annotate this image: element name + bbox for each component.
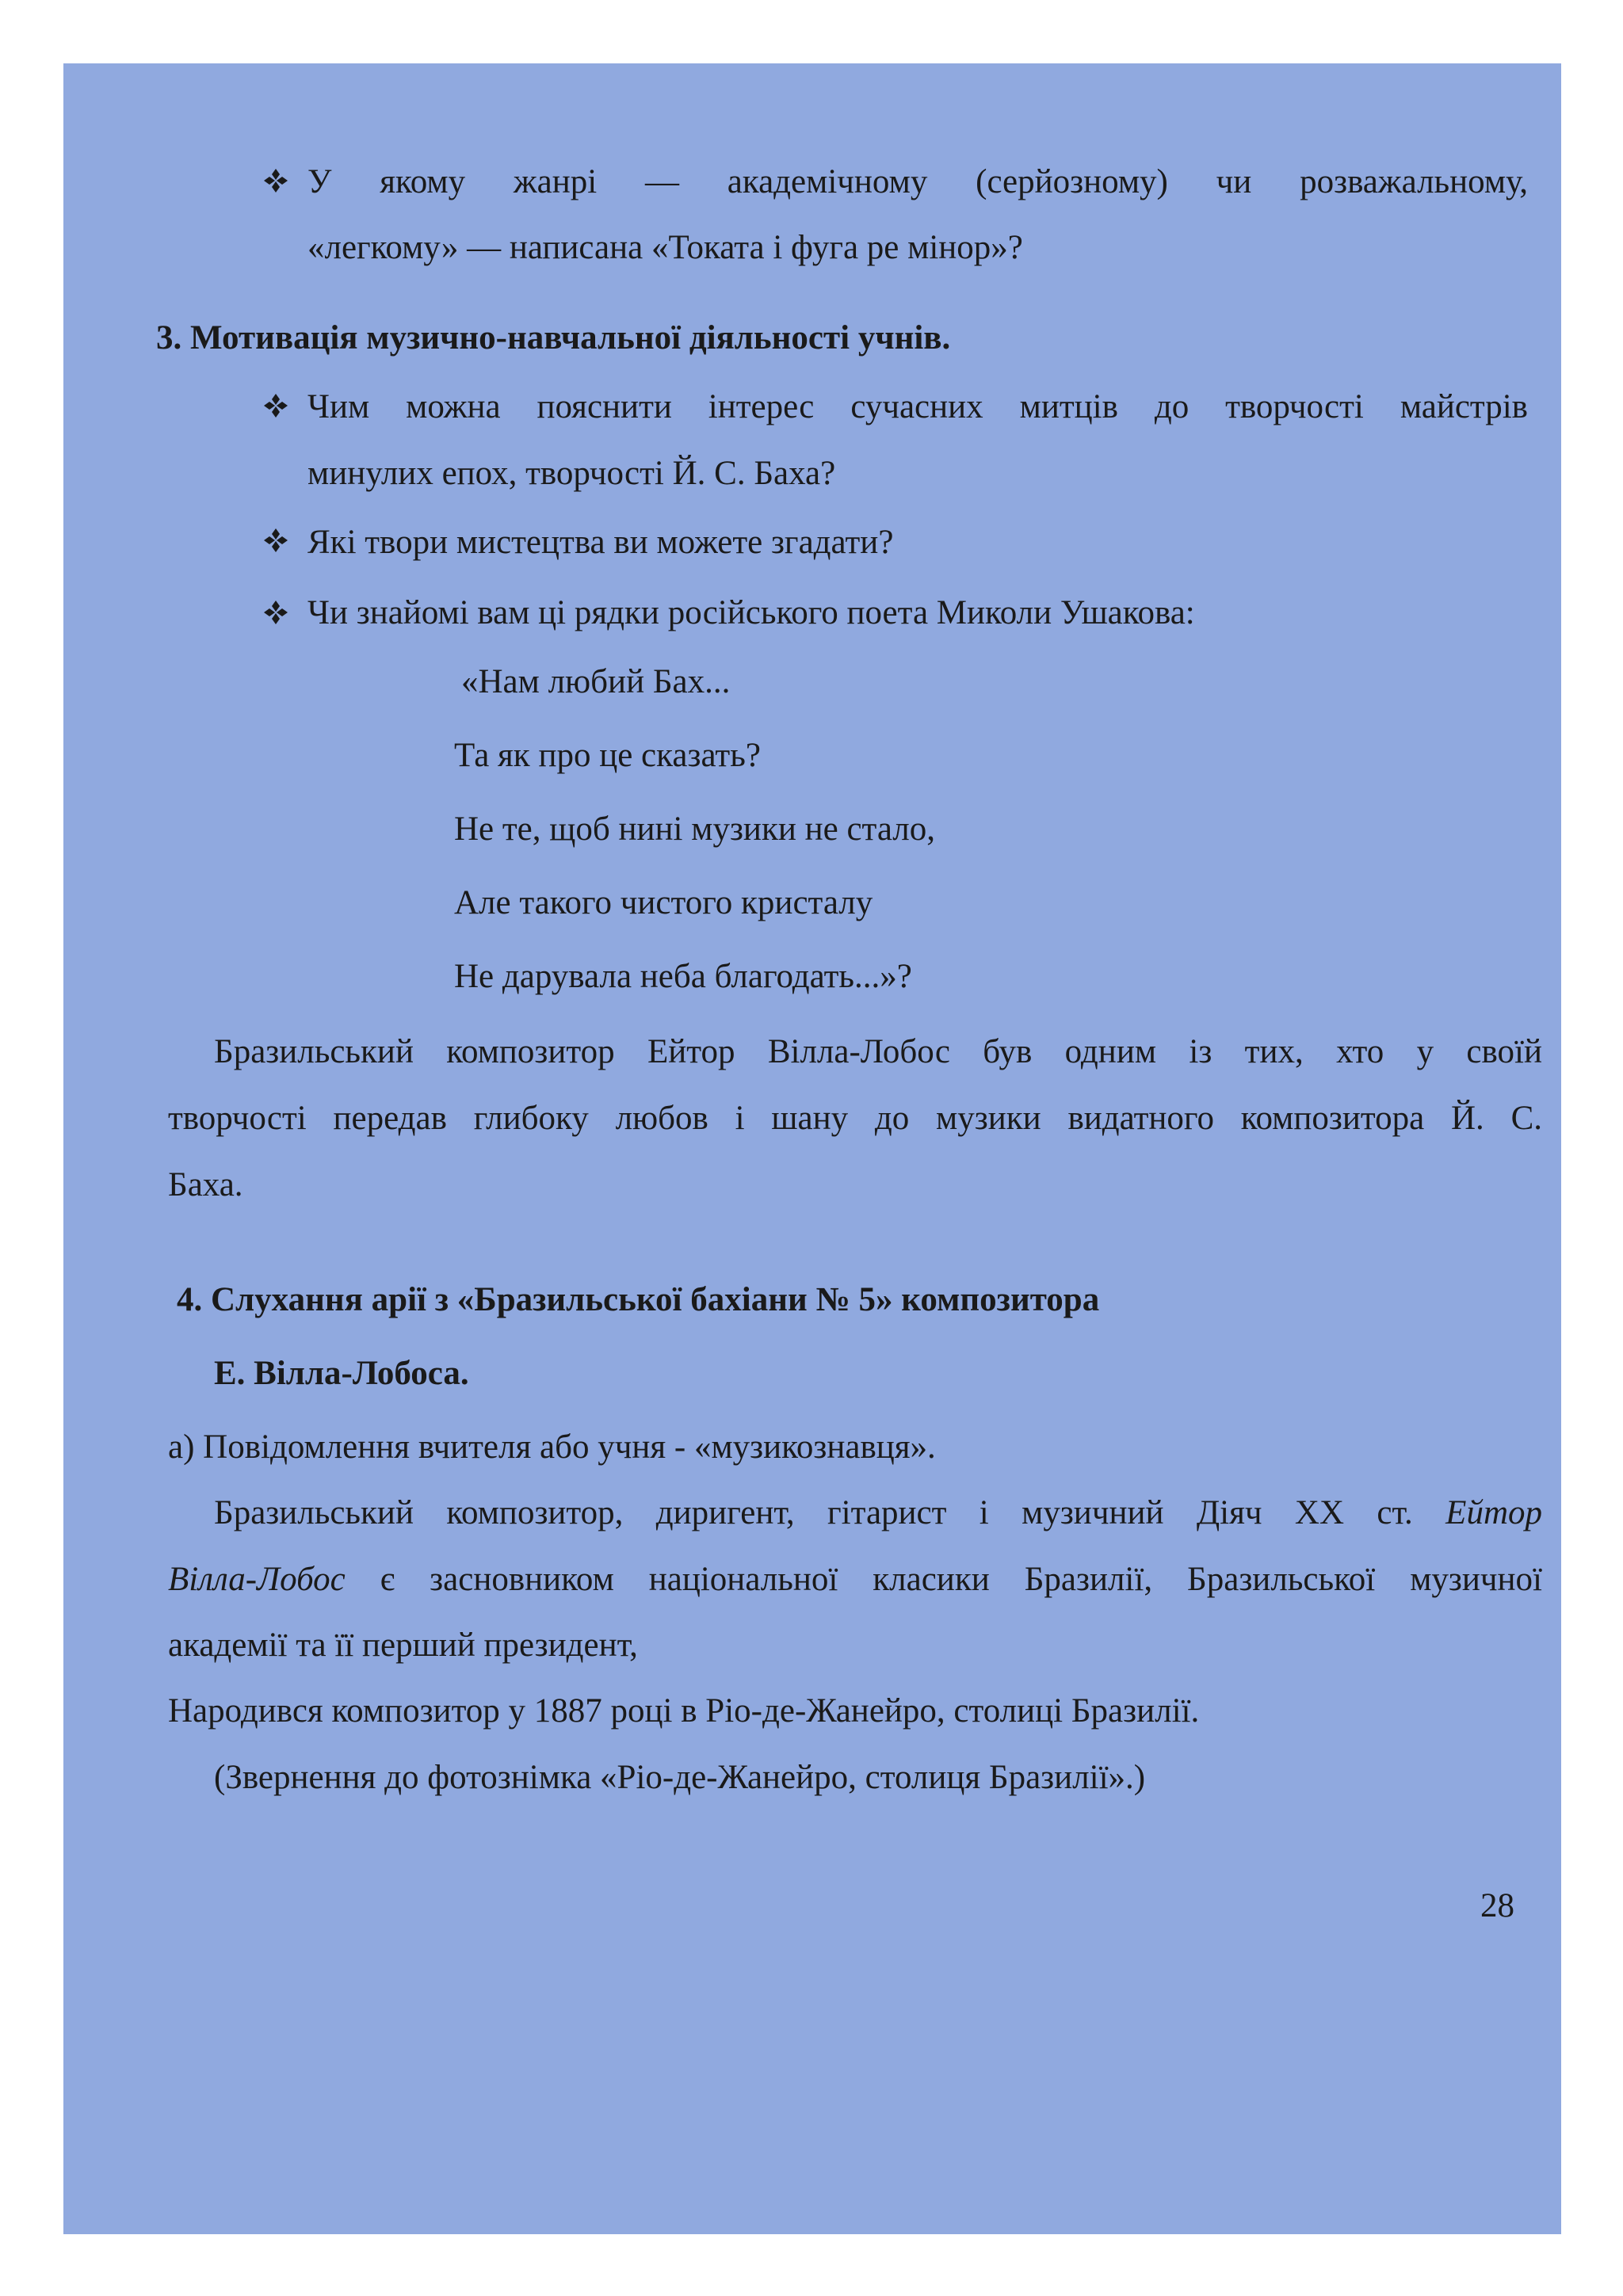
four-diamond-bullet-icon — [263, 600, 288, 625]
bio-paragraph-line-3: академії та її перший президент, — [168, 1627, 638, 1664]
villa-lobos-paragraph-line-2: творчості передав глибоку любов і шану до музики видатного композитора Й. С. — [168, 1100, 1542, 1137]
poem-line: Та як про це сказать? — [454, 737, 761, 774]
poem-line: Але такого чистого кристалу — [454, 884, 873, 921]
composer-last-name: Вілла-Лобос — [168, 1561, 346, 1598]
bio-line-1-start: Бразильський композитор, диригент, гітарист і музичний Діяч ХХ ст. — [214, 1494, 1413, 1531]
bio-paragraph-line-1 — [214, 1496, 1542, 1530]
section-4-heading-line-1: 4. Слухання арії з «Бразильської бахіани № 5» композитора — [177, 1281, 1100, 1318]
genre-question-line-1: У якому жанрі — академічному (серйозному) чи розважальному, — [307, 163, 1528, 200]
genre-question-line-2: «легкому» — написана «Токата і фуга ре мінор»? — [307, 229, 1023, 266]
bio-paragraph-line-5: (Звернення до фотознімка «Ріо-де-Жанейро, столиця Бразилії».) — [214, 1759, 1146, 1796]
villa-lobos-paragraph-line-1: Бразильський композитор Ейтор Вілла-Лобос був одним із тих, хто у своїй — [214, 1033, 1542, 1070]
interest-question-line-1: Чим можна пояснити інтерес сучасних митців до творчості майстрів — [307, 388, 1528, 425]
four-diamond-bullet-icon — [263, 393, 288, 418]
message-label: а) Повідомлення вчителя або учня - «музикознавця». — [168, 1428, 936, 1466]
bio-paragraph-line-4: Народився композитор у 1887 році в Ріо-де-Жанейро, столиці Бразилії. — [168, 1692, 1200, 1730]
villa-lobos-paragraph-line-3: Баха. — [168, 1166, 243, 1203]
four-diamond-bullet-icon — [263, 528, 288, 553]
four-diamond-bullet-icon — [263, 168, 288, 193]
poem-line: Не дарувала неба благодать...»? — [454, 958, 912, 995]
bio-paragraph-line-2 — [168, 1562, 1542, 1596]
section-4-heading-line-2: Е. Вілла-Лобоса. — [214, 1355, 469, 1392]
poem-intro-question: Чи знайомі вам ці рядки російського поета Миколи Ушакова: — [307, 594, 1195, 631]
interest-question-line-2: минулих епох, творчості Й. С. Баха? — [307, 455, 836, 492]
artworks-question: Які твори мистецтва ви можете згадати? — [307, 524, 894, 561]
composer-first-name: Ейтор — [1445, 1494, 1542, 1531]
poem-line: Не те, щоб нині музики не стало, — [454, 810, 936, 848]
section-3-heading: 3. Мотивація музично-навчальної діяльності учнів. — [156, 319, 951, 357]
page-number: 28 — [1480, 1887, 1514, 1924]
bio-line-2-rest: є засновником національної класики Бразилії, Бразильської музичної — [380, 1561, 1543, 1598]
poem-line: «Нам любий Бах... — [461, 663, 731, 700]
